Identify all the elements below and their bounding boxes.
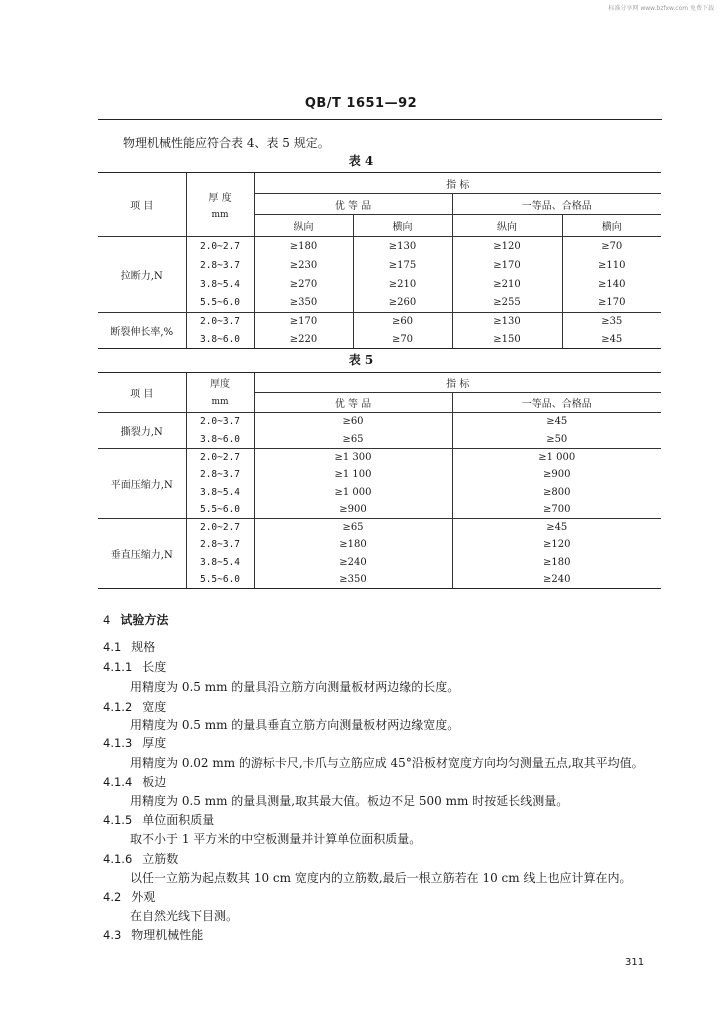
value-cell: ≥230: [254, 256, 353, 275]
value-cell: ≥1 000: [254, 484, 452, 502]
value-cell: ≥170: [452, 256, 562, 275]
section-4-heading: 4 试验方法: [103, 613, 169, 627]
section-4-1-6-heading: 4.1.6 立筋数: [103, 852, 179, 866]
table5-group-label: 撕裂力,N: [98, 413, 186, 449]
thickness-cell: 3.8~5.4: [186, 554, 254, 572]
section-4-1-1-text: 用精度为 0.5 mm 的量具沿立筋方向测量板材两边缘的长度。: [130, 680, 460, 694]
table5: [98, 372, 661, 589]
page-number: 311: [625, 957, 645, 968]
section-4-1-5-heading: 4.1.5 单位面积质量: [103, 813, 215, 827]
value-cell: ≥1 000: [538, 452, 576, 463]
standard-code: QB/T 1651—92: [304, 96, 418, 111]
section-4-1-heading: 4.1 规格: [103, 640, 156, 654]
thickness-cell: 2.0~3.7: [186, 313, 254, 331]
value-cell: ≥65: [254, 519, 452, 537]
value-cell: ≥180: [254, 237, 353, 256]
thickness-cell: 2.8~3.7: [186, 256, 254, 275]
value-cell: ≥45: [546, 522, 568, 533]
thickness-cell: 3.8~5.4: [186, 484, 254, 502]
value-cell: ≥210: [353, 275, 452, 294]
section-4-1-1-heading: 4.1.1 长度: [103, 660, 167, 674]
thickness-cell: 2.0~2.7: [186, 449, 254, 467]
section-4-1-3-heading: 4.1.3 厚度: [103, 736, 167, 750]
value-cell: ≥70: [601, 240, 623, 252]
value-cell: ≥45: [546, 416, 568, 428]
table4-header-long1: 纵向: [254, 215, 353, 237]
value-cell: ≥130: [353, 237, 452, 256]
value-cell: ≥120: [543, 539, 571, 551]
thickness-cell: 2.0~2.7: [186, 237, 254, 256]
table-row: [98, 313, 661, 331]
table4-header-index: 指 标: [254, 173, 661, 194]
value-cell: ≥180: [254, 536, 452, 554]
table-row: [98, 413, 661, 431]
value-cell: ≥255: [452, 294, 562, 313]
thickness-cell: 5.5~6.0: [186, 571, 254, 589]
value-cell: ≥210: [452, 275, 562, 294]
table4-title: 表 4: [348, 154, 374, 168]
table4: [98, 172, 661, 349]
thickness-cell: 3.8~5.4: [186, 275, 254, 294]
table5-header-thickness: 厚度: [186, 373, 254, 393]
section-4-1-2-heading: 4.1.2 宽度: [103, 700, 167, 714]
table4-header-grade1: 优 等 品: [254, 194, 452, 215]
thickness-cell: 2.0~2.7: [186, 519, 254, 537]
table5-title: 表 5: [348, 353, 374, 367]
value-cell: ≥900: [543, 469, 571, 481]
table5-header-item: 项 目: [98, 373, 186, 413]
table4-header-trans1: 横向: [353, 215, 452, 237]
value-cell: ≥35: [601, 316, 623, 328]
value-cell: ≥150: [452, 331, 562, 349]
thickness-cell: 5.5~6.0: [186, 501, 254, 519]
value-cell: ≥180: [543, 556, 571, 568]
table4-header-item: 项 目: [98, 173, 186, 237]
table4-group-label: 拉断力,N: [98, 237, 186, 313]
table4-header-long2: 纵向: [452, 215, 562, 237]
value-cell: ≥350: [254, 294, 353, 313]
table5-header-grade1: 优 等 品: [254, 393, 452, 413]
value-cell: ≥220: [254, 331, 353, 349]
table5-group-label: 垂直压缩力,N: [98, 519, 186, 589]
watermark: 标准分享网 www.bzfxw.com 免费下载: [608, 5, 714, 12]
value-cell: ≥130: [452, 313, 562, 331]
value-cell: ≥900: [254, 501, 452, 519]
table5-header-unit: mm: [186, 393, 254, 413]
value-cell: ≥260: [353, 294, 452, 313]
value-cell: ≥60: [254, 413, 452, 431]
value-cell: ≥1 100: [254, 466, 452, 484]
table5-group-label: 平面压缩力,N: [98, 449, 186, 519]
thickness-cell: 3.8~6.0: [186, 431, 254, 449]
value-cell: ≥175: [353, 256, 452, 275]
section-4-1-3-text: 用精度为 0.02 mm 的游标卡尺,卡爪与立筋应成 45°沿板材宽度方向均匀测量五点,取其平均值。: [130, 756, 644, 770]
value-cell: ≥240: [254, 554, 452, 572]
value-cell: ≥270: [254, 275, 353, 294]
section-4-2-text: 在自然光线下目测。: [130, 909, 239, 923]
table-row: [98, 519, 661, 537]
table4-header-grade2: 一等品、合格品: [452, 194, 661, 215]
table-row: [98, 449, 661, 467]
value-cell: ≥240: [452, 571, 661, 589]
value-cell: ≥50: [452, 431, 661, 449]
intro-text: 物理机械性能应符合表 4、表 5 规定。: [123, 136, 330, 150]
table4-group-label: 断裂伸长率,%: [98, 313, 186, 349]
section-4-1-5-text: 取不小于 1 平方米的中空板测量并计算单位面积质量。: [130, 832, 422, 846]
section-4-1-4-text: 用精度为 0.5 mm 的量具测量,取其最大值。板边不足 500 mm 时按延长线测量。: [130, 794, 569, 808]
value-cell: ≥110: [598, 259, 626, 271]
value-cell: ≥65: [254, 431, 452, 449]
value-cell: ≥45: [562, 331, 661, 349]
section-4-1-4-heading: 4.1.4 板边: [103, 775, 167, 789]
thickness-cell: 2.8~3.7: [186, 536, 254, 554]
value-cell: ≥170: [254, 313, 353, 331]
thickness-cell: 3.8~6.0: [186, 331, 254, 349]
section-4-2-heading: 4.2 外观: [103, 890, 156, 904]
section-4-1-2-text: 用精度为 0.5 mm 的量具垂直立筋方向测量板材两边缘宽度。: [130, 718, 460, 732]
value-cell: ≥800: [543, 486, 571, 498]
value-cell: ≥70: [353, 331, 452, 349]
value-cell: ≥350: [254, 571, 452, 589]
value-cell: ≥120: [452, 237, 562, 256]
section-4-3-heading: 4.3 物理机械性能: [103, 928, 204, 942]
table5-header-index: 指 标: [254, 373, 661, 393]
section-4-1-6-text: 以任一立筋为起点数其 10 cm 宽度内的立筋数,最后一根立筋若在 10 cm 线上也应计算在内。: [130, 871, 632, 885]
value-cell: ≥140: [598, 278, 626, 290]
thickness-cell: 2.8~3.7: [186, 466, 254, 484]
value-cell: ≥170: [562, 294, 661, 313]
table4-header-thickness: 厚 度 mm: [186, 173, 254, 237]
table-row: [98, 237, 661, 256]
value-cell: ≥700: [452, 501, 661, 519]
thickness-cell: 2.0~3.7: [186, 413, 254, 431]
table5-header-grade2: 一等品、合格品: [452, 393, 661, 413]
thickness-cell: 5.5~6.0: [186, 294, 254, 313]
table4-header-trans2: 横向: [562, 215, 661, 237]
header-rule: [98, 119, 662, 120]
value-cell: ≥1 300: [254, 449, 452, 467]
value-cell: ≥60: [353, 313, 452, 331]
